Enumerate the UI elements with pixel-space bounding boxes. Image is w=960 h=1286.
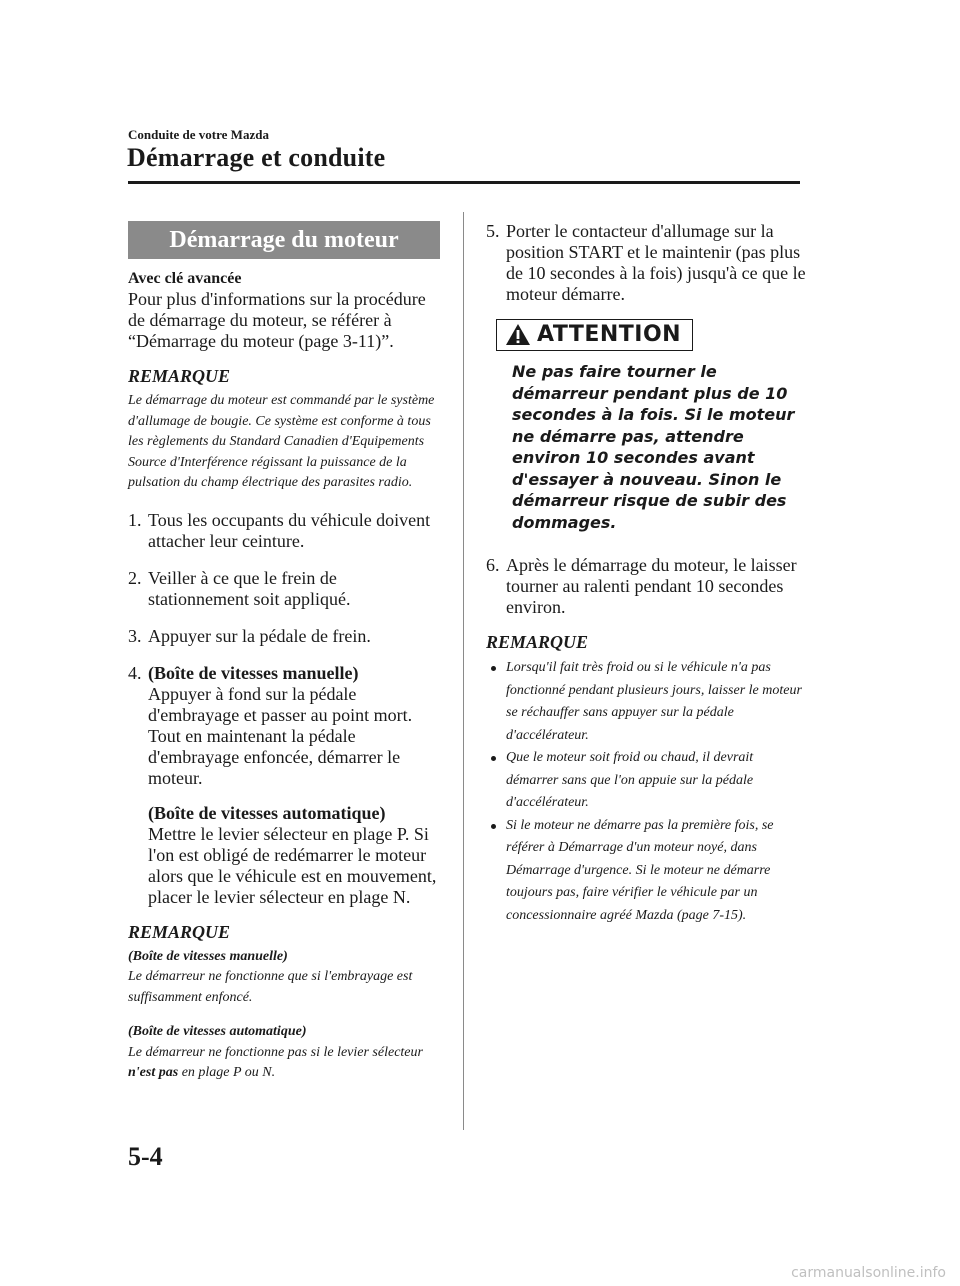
step-6 xyxy=(486,555,806,618)
step-number: 4. xyxy=(128,662,142,683)
step-text: Appuyer sur la pédale de frein. xyxy=(148,625,371,646)
step-text: Après le démarrage du moteur, le laisser tourner au ralenti pendant 10 secondes environ. xyxy=(506,555,797,617)
step-number: 6. xyxy=(486,555,500,575)
remark-manual-heading: (Boîte de vitesses manuelle) xyxy=(128,948,288,964)
manual-transmission-text: Appuyer à fond sur la pédale d'embrayage et passer au point mort. Tout en maintenant la pédale d'embrayage enfoncée, démarrer le moteur. xyxy=(148,683,413,788)
step-number: 3. xyxy=(128,625,142,646)
remark-auto-text-b: en plage P ou N. xyxy=(178,1065,276,1080)
step-5 xyxy=(486,221,806,305)
step-4 xyxy=(128,663,440,908)
remark-bullet xyxy=(486,747,806,815)
remark-title: REMARQUE xyxy=(128,921,231,942)
step-3 xyxy=(128,626,440,647)
attention-box xyxy=(496,319,693,351)
attention-text: Ne pas faire tourner le démarreur pendant plus de 10 secondes à la fois. Si le moteur ne démarre pas, attendre environ 10 secondes avant d'essayer à nouveau. Sinon le démarreur risque de subir des dommages. xyxy=(512,362,795,532)
page-title: Démarrage et conduite xyxy=(127,143,386,172)
step-text: Porter le contacteur d'allumage sur la position START et le maintenir (pas plus de 10 secondes à la fois) jusqu'à ce que le moteur démarre. xyxy=(506,221,806,304)
section-title: Démarrage du moteur xyxy=(128,221,440,259)
bullet-icon xyxy=(491,756,496,761)
warning-triangle-icon xyxy=(505,323,531,346)
bullet-text: Que le moteur soit froid ou chaud, il devrait démarrer sans que l'on appuie sur la pédale d'accélérateur. xyxy=(506,750,754,810)
attention-label: ATTENTION xyxy=(537,322,682,347)
bullet-icon xyxy=(491,824,496,829)
remark-title: REMARQUE xyxy=(128,366,231,386)
remark-title: REMARQUE xyxy=(486,632,589,652)
bullet-text: Si le moteur ne démarre pas la première fois, se référer à Démarrage d'un moteur noyé, dans Démarrage d'urgence. Si le moteur ne démarre toujours pas, faire vérifier le véhicule par un concessionnaire agréé Mazda (page 7-15). xyxy=(506,817,774,923)
sub-heading: Avec clé avancée xyxy=(128,270,242,287)
bullet-icon xyxy=(491,666,496,671)
automatic-transmission-heading: (Boîte de vitesses automatique) xyxy=(148,802,386,823)
column-divider xyxy=(463,212,464,1130)
remark-bullet xyxy=(486,815,806,928)
step-text: Tous les occupants du véhicule doivent attacher leur ceinture. xyxy=(148,509,431,551)
remark-auto-heading: (Boîte de vitesses automatique) xyxy=(128,1024,307,1039)
step-number: 2. xyxy=(128,567,142,588)
step-text: Veiller à ce que le frein de stationnement soit appliqué. xyxy=(148,567,351,609)
right-column xyxy=(486,221,806,927)
intro-paragraph: Pour plus d'informations sur la procédure de démarrage du moteur, se référer à “Démarrage du moteur (page 3-11)”. xyxy=(128,289,426,351)
remark-auto-bold: n'est pas xyxy=(128,1065,179,1080)
chapter-label: Conduite de votre Mazda xyxy=(128,127,269,142)
header-divider xyxy=(128,181,800,184)
bullet-text: Lorsqu'il fait très froid ou si le véhicule n'a pas fonctionné pendant plusieurs jours, laisser le moteur se réchauffer sans appuyer sur la pédale d'accélérateur. xyxy=(506,660,802,743)
remark-text: Le démarrage du moteur est commandé par le système d'allumage de bougie. Ce système est conforme à tous les règlements du Standard Canadien d'Equipements Source d'Interférence régissant la puissance de la pulsation du champ électrique des parasites radio. xyxy=(128,393,435,490)
remark-manual-text: Le démarreur ne fonctionne que si l'embrayage est suffisamment enfoncé. xyxy=(128,969,413,1005)
watermark: carmanualsonline.info xyxy=(791,1265,946,1281)
step-number: 5. xyxy=(486,221,500,241)
remark-auto-text xyxy=(128,1043,440,1084)
page-number: 5-4 xyxy=(128,1142,163,1171)
remark-auto-text-a: Le démarreur ne fonctionne pas si le levier sélecteur xyxy=(128,1044,423,1060)
automatic-transmission-text: Mettre le levier sélecteur en plage P. Si l'on est obligé de redémarrer le moteur alors que le véhicule est en mouvement, placer le levier sélecteur en plage N. xyxy=(148,823,437,907)
step-1 xyxy=(128,510,440,552)
step-number: 1. xyxy=(128,509,142,530)
step-2 xyxy=(128,568,440,610)
left-column xyxy=(128,221,440,1084)
remark-bullet xyxy=(486,657,806,747)
manual-transmission-heading: (Boîte de vitesses manuelle) xyxy=(148,662,359,683)
